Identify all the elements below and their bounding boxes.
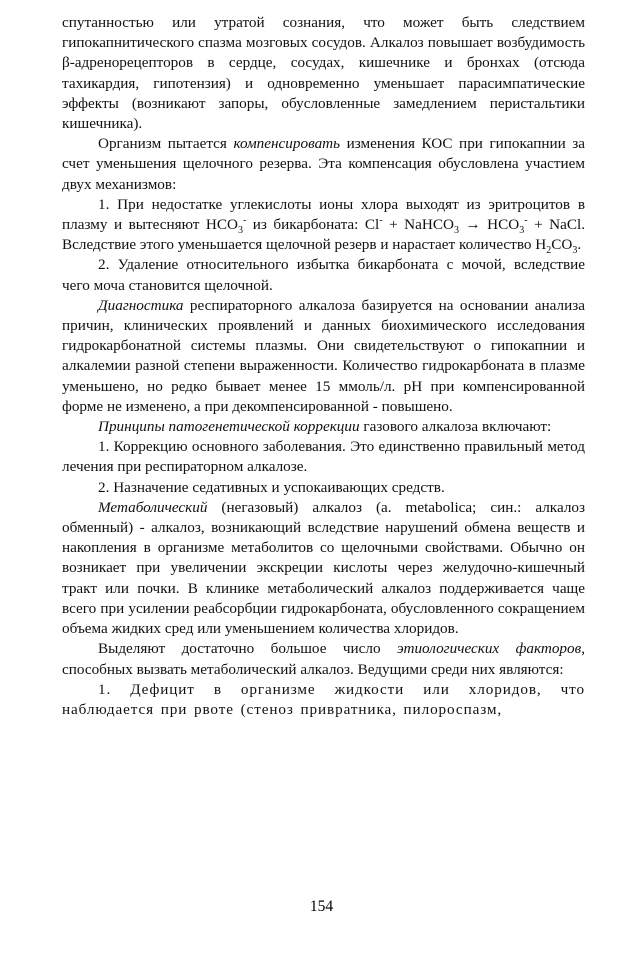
text: респираторного алкалоза базируется на основании анализа причин, клинических проявлений и данных биохимического исследования гидрокарбонатной системы плазмы. Они свидетельствуют о гипокапнии и алкалемии разной степени выраженности. Количество гидрокарбоната в плазме уменьшено, но редко бывает менее 15 ммоль/л. pH при компенсированной форме не изменено, а при декомпенсированной - повышено. [62,296,585,415]
emphasis: компенсировать [233,135,341,153]
text: + NaHCO [382,216,454,234]
paragraph-etiology-1: 1. Дефицит в организме жидкости или хлоридов, что наблюдается при рвоте (стеноз привратника, пилороспазм, [62,680,585,718]
text: 1. При недостатке углекислоты ионы хлора выходят из эритроцитов в плазму и вытесняют HCO [62,195,585,234]
text: + NaCl. Вследствие этого уменьшается щелочной резерв и нарастает количество H [62,216,586,254]
paragraph-correction-2: 2. Назначение седативных и успокаивающих средств. [98,478,445,496]
page-number: 154 [309,898,334,915]
text: . [577,236,582,254]
text: газового алкалоза включают: [359,418,552,436]
subscript: 3 [572,245,578,257]
paragraph-continued [62,13,585,134]
superscript: - [524,214,528,226]
paragraph-metabolic [62,498,585,639]
emphasis: Метаболический [98,498,208,516]
emphasis: этиологических факторов, [397,640,586,658]
text: Организм пытается [98,135,234,153]
emphasis: Диагностика [98,296,184,314]
text: → HCO [458,216,520,234]
superscript: - [242,214,247,226]
paragraph-etiology [62,639,585,679]
superscript: - [379,214,383,226]
text-line: парасимпатические эффекты (возникают запоры, обусловленные [62,74,586,112]
text: из бикарбоната: Cl [246,216,380,234]
text: (негазовый) алкалоз (a. metabolica; син.: алкалоз обменный) - алкалоз, возникающий вследствие нарушений обмена веществ и накопления в организме метаболитов со щелочными свойствами. Обычно он возникает при увеличении экскреции кислоты через желудочно-кишечный тракт или почки. В клинике метаболический алкалоз поддерживается чаще всего при усилении реабсорбции гидрокарбоната, обусловленного сокращением объема жидких сред или уменьшением количества хлоридов. [62,498,585,638]
text-line: замедлением перистальтики кишечника). [62,94,585,133]
text: CO [551,236,573,254]
subscript: 3 [453,225,459,237]
paragraph-correction-1: 1. Коррекцию основного заболевания. Это единственно правильный метод лечения при респираторном алкалозе. [62,438,585,476]
paragraph-mechanism-1 [62,195,585,256]
emphasis: Принципы патогенетической коррекции [98,418,360,436]
subscript: 3 [519,225,525,237]
text: Выделяют достаточно большое число [98,640,397,658]
text-line: гипокапнитического спазма мозговых сосудов. Алкалоз повышает [62,34,493,52]
paragraph-compensation [62,134,585,195]
paragraph-mechanism-2: 2. Удаление относительного избытка бикарбоната с мочой, вследствие чего моча становится щелочной. [62,256,585,294]
text-line: бронхах (отсюда тахикардия, гипотензия) и одновременно уменьшает [62,54,586,92]
text-line: возбудимость β-адренорецепторов в сердце, сосудах, кишечнике и [62,34,585,72]
subscript: 3 [237,225,243,237]
text: способных вызвать метаболический алкалоз. Ведущими среди них являются: [62,660,564,678]
paragraph-correction [62,417,585,437]
text-line: спутанностью или утратой сознания, что может быть следствием [62,14,585,31]
text: изменения КОС при гипокапнии за счет уменьшения щелочного резерва. Эта компенсация обусловлена участием двух механизмов: [62,135,586,193]
paragraph-diagnostics [62,296,585,417]
subscript: 2 [546,245,552,257]
